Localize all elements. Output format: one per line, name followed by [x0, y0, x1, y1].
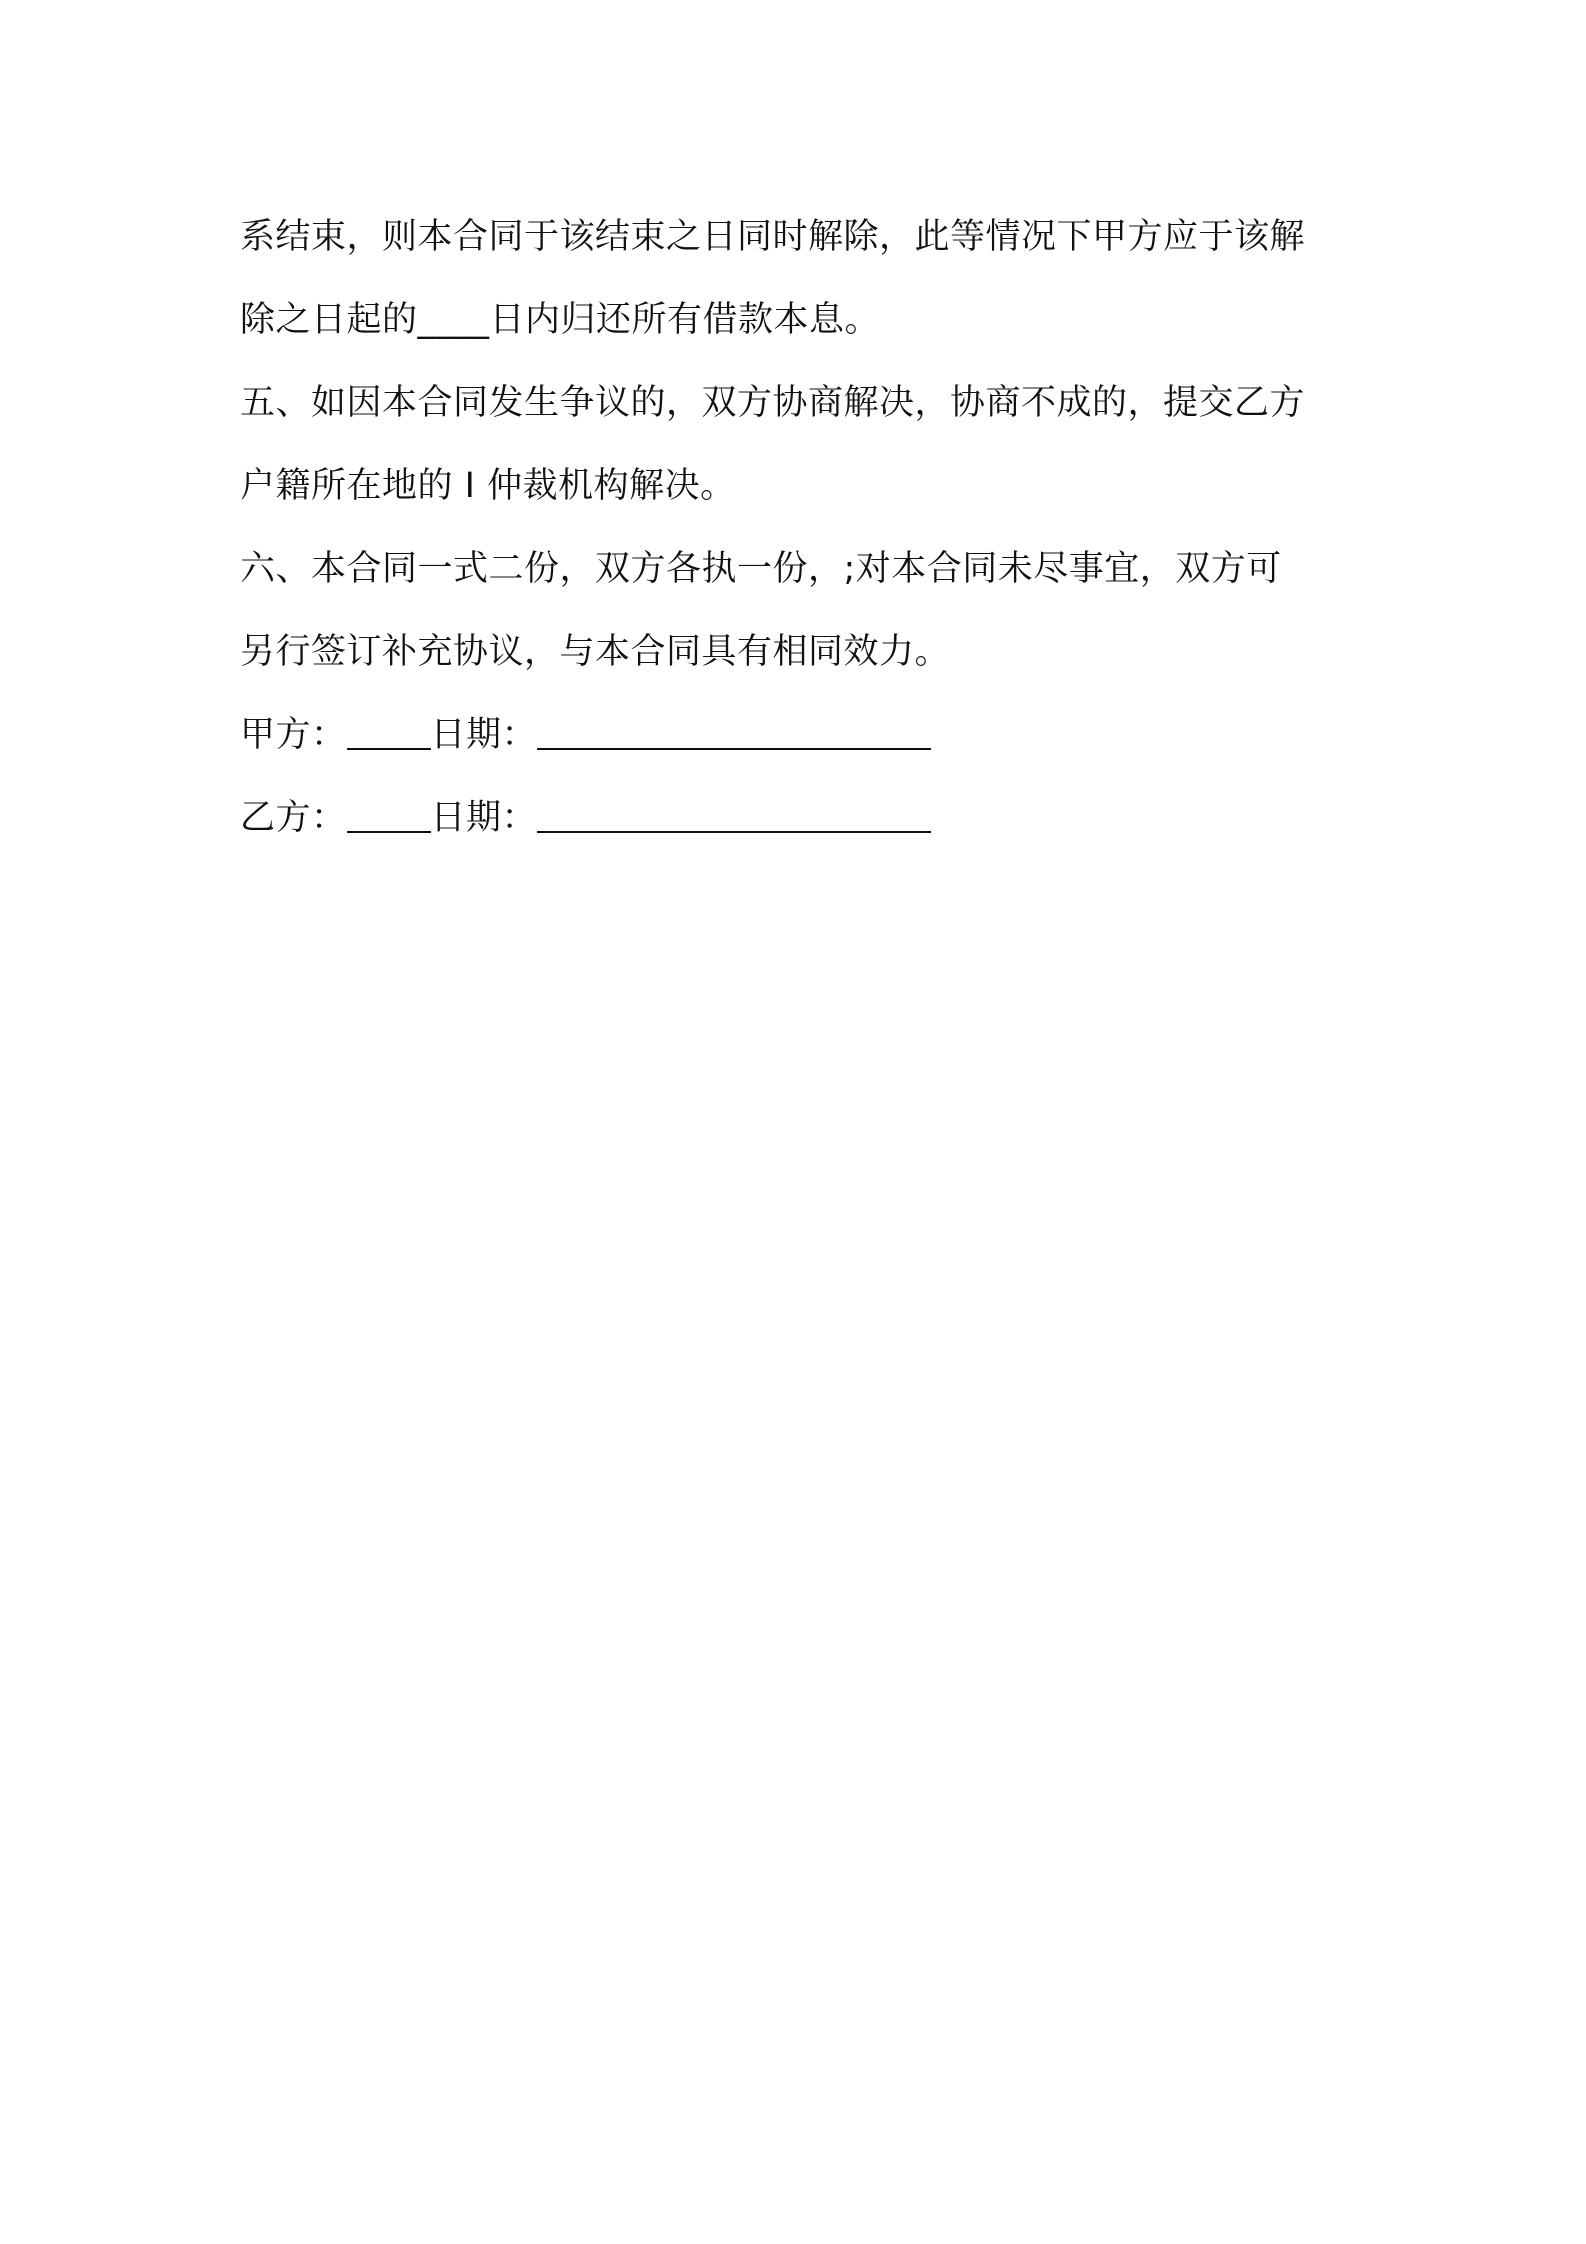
party-b-date-label: 日期：	[430, 798, 538, 838]
party-b-date-blank[interactable]	[537, 801, 931, 833]
party-a-label: 甲方：	[240, 715, 347, 755]
paragraph-line: 除之日起的____日内归还所有借款本息。	[240, 300, 881, 340]
party-a-date-label: 日期：	[430, 715, 538, 755]
signature-row-party-b	[240, 777, 1360, 860]
clause-five-line: 户籍所在地的 I 仲裁机构解决。	[240, 466, 736, 506]
party-b-label: 乙方：	[240, 798, 347, 838]
paragraph-line: 系结束，则本合同于该结束之日同时解除，此等情况下甲方应于该解	[240, 217, 1306, 257]
party-a-signature-blank[interactable]	[347, 718, 431, 750]
clause-six-line: 六、本合同一式二份，双方各执一份，;对本合同未尽事宜，双方可	[240, 549, 1282, 589]
document-body	[240, 196, 1360, 860]
clause-five-line: 五、如因本合同发生争议的，双方协商解决，协商不成的，提交乙方	[240, 383, 1306, 423]
clause-six-line: 另行签订补充协议，与本合同具有相同效力。	[240, 632, 951, 672]
party-a-date-blank[interactable]	[537, 718, 931, 750]
party-b-signature-blank[interactable]	[347, 801, 431, 833]
signature-row-party-a	[240, 694, 1360, 777]
